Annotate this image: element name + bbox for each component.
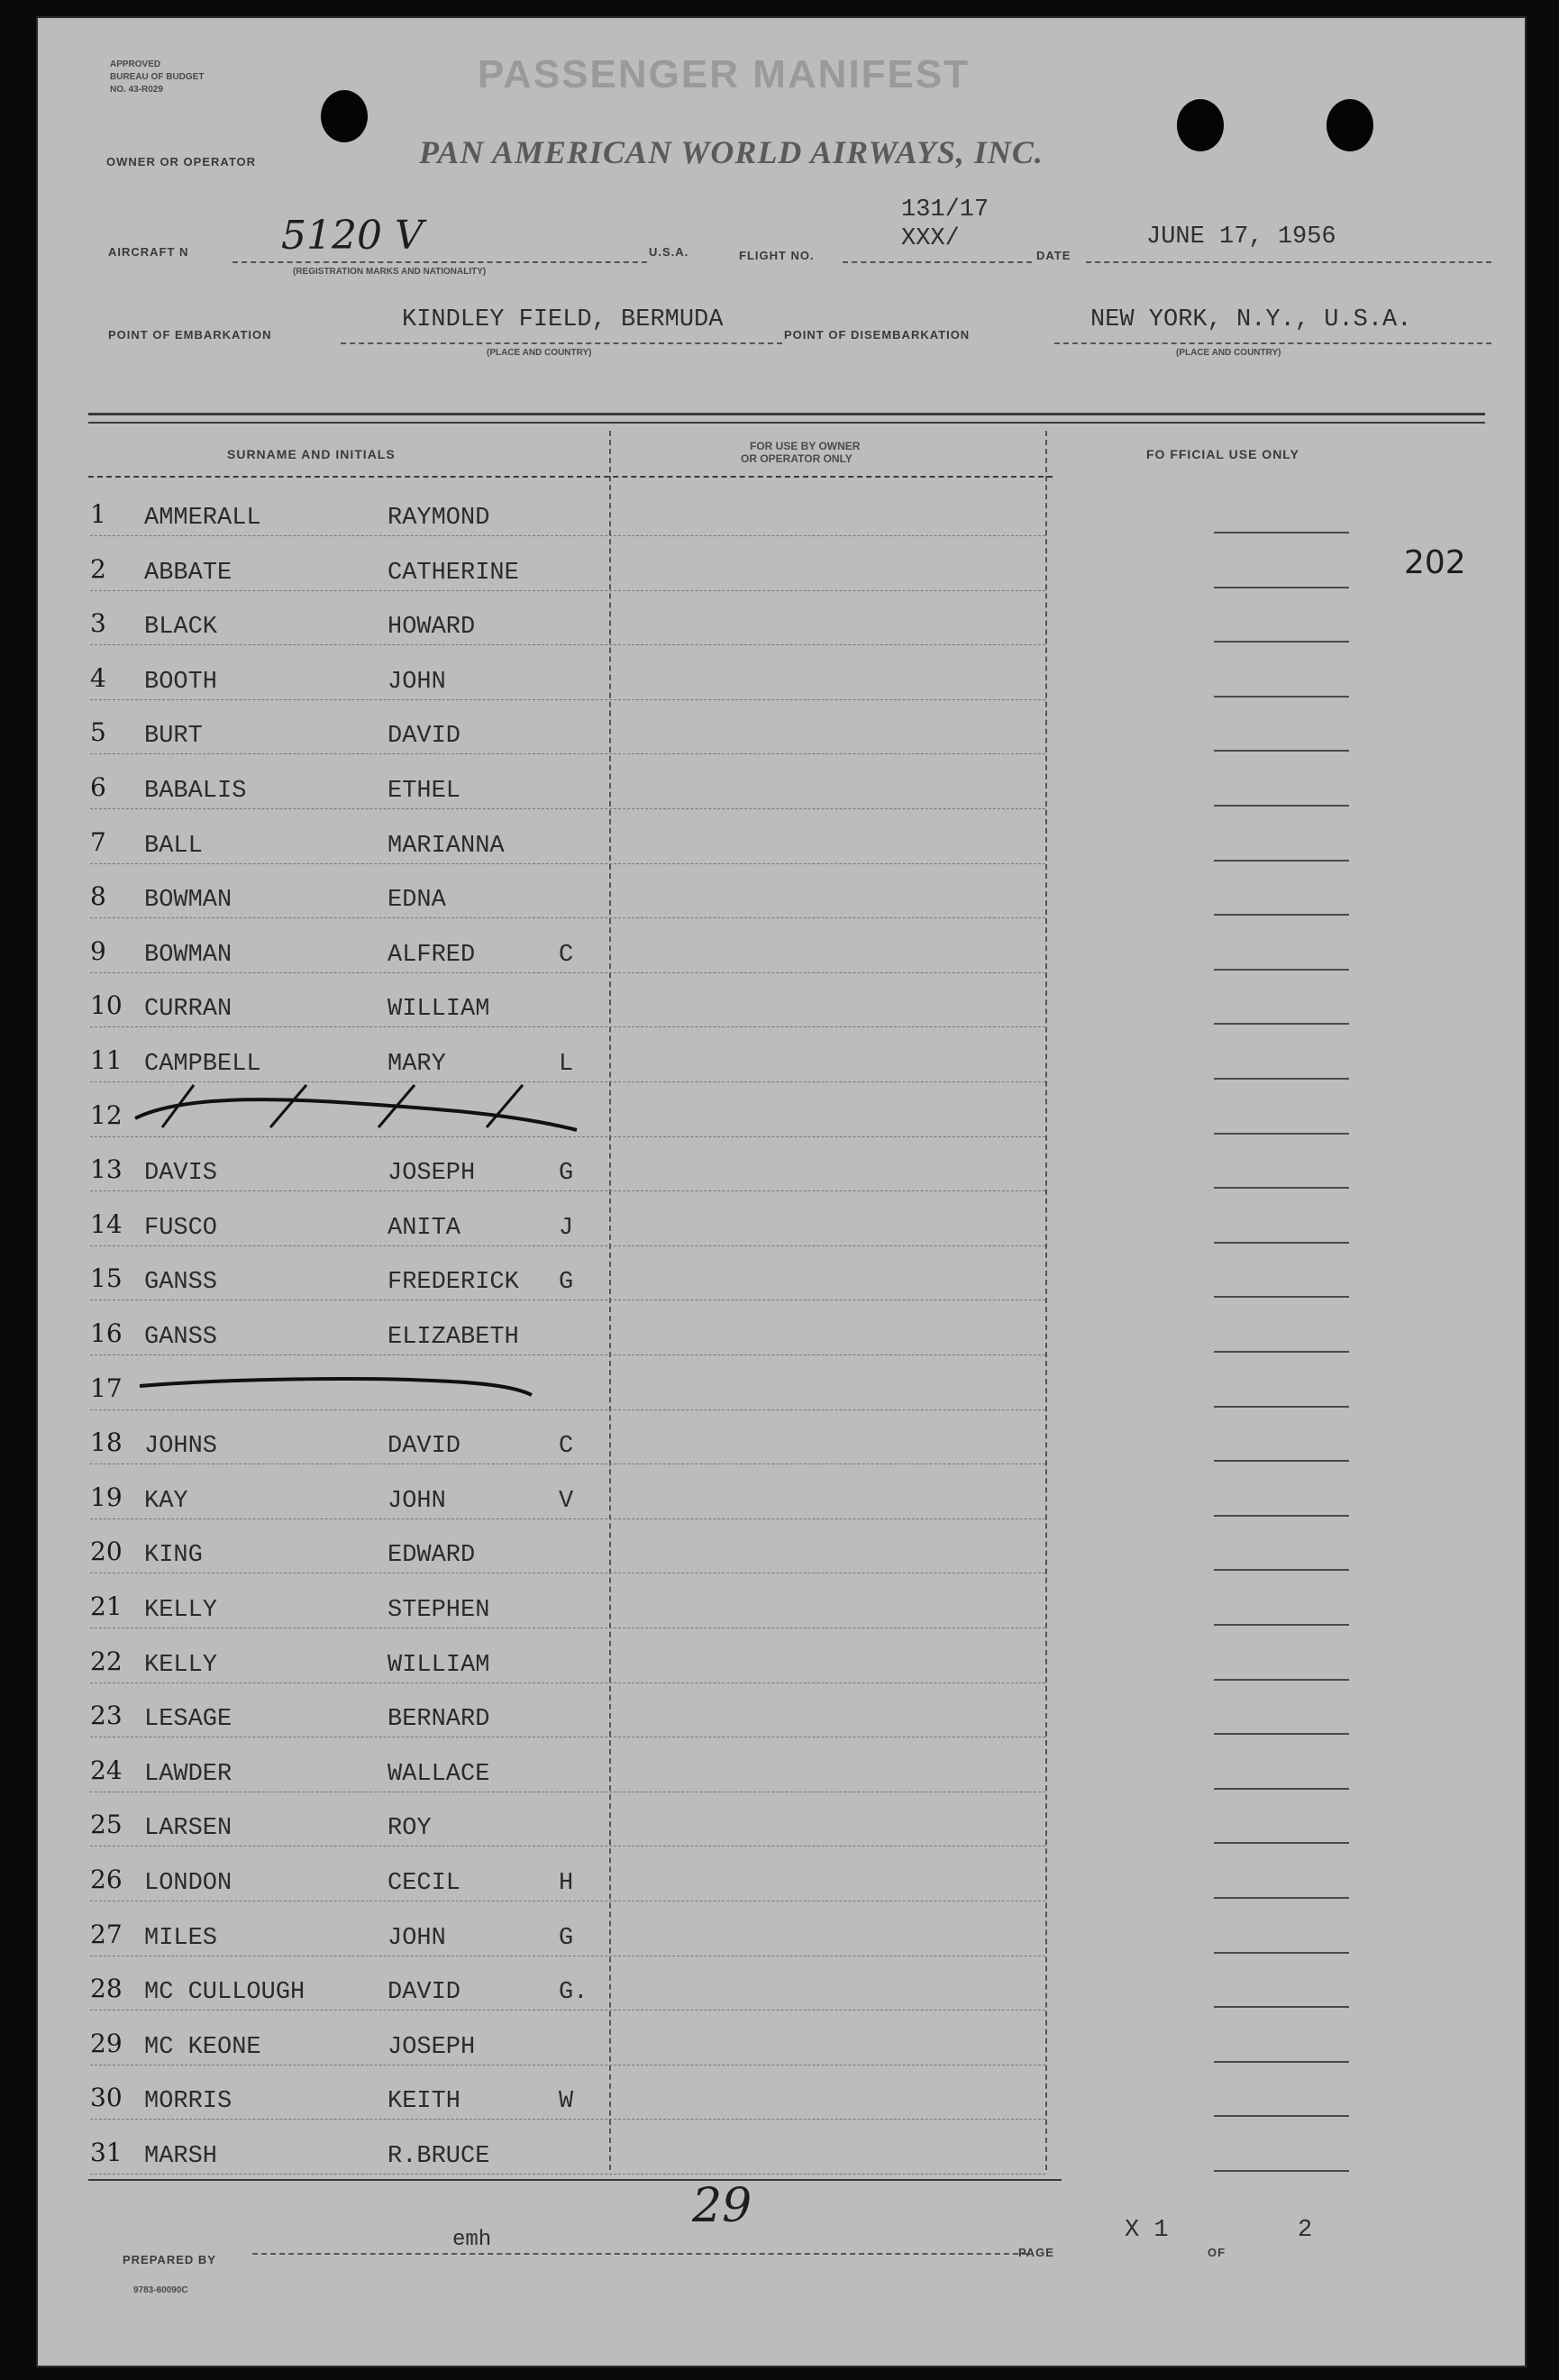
embark-underline <box>341 342 782 344</box>
passenger-surname: MORRIS <box>144 2088 232 2115</box>
passenger-row <box>90 1755 1045 1810</box>
row-number: 12 <box>90 1100 123 1130</box>
approval-line-3: NO. 43-R029 <box>110 85 163 95</box>
page-value: X 1 <box>1125 2217 1169 2244</box>
passenger-row <box>90 772 1045 826</box>
official-use-line <box>1214 1788 1349 1790</box>
row-number: 6 <box>90 772 106 802</box>
passenger-row <box>90 1154 1045 1208</box>
passenger-row <box>90 1701 1045 1755</box>
passenger-given-name: EDNA <box>387 887 446 914</box>
passenger-surname: BOWMAN <box>144 942 232 969</box>
passenger-row <box>90 1318 1045 1372</box>
disembark-caption: (PLACE AND COUNTRY) <box>1176 348 1281 358</box>
row-rule <box>90 535 1045 536</box>
passenger-row <box>90 827 1045 881</box>
row-number: 11 <box>90 1045 123 1075</box>
passenger-surname: KELLY <box>144 1597 218 1624</box>
row-rule <box>90 1026 1045 1027</box>
passenger-given-name: JOHN <box>387 669 446 696</box>
row-number: 19 <box>90 1482 123 1512</box>
passenger-surname: DAVIS <box>144 1160 218 1187</box>
passenger-row <box>90 1263 1045 1318</box>
row-number: 28 <box>90 1974 123 2003</box>
prepared-label: PREPARED BY <box>123 2253 216 2266</box>
passenger-row <box>90 1810 1045 1864</box>
passenger-surname: BALL <box>144 833 203 860</box>
official-use-line <box>1214 2061 1349 2063</box>
row-rule <box>90 1518 1045 1519</box>
col-divider-2 <box>1045 431 1047 2170</box>
official-use-line <box>1214 2006 1349 2008</box>
disembark-underline <box>1054 342 1491 344</box>
row-number: 16 <box>90 1318 123 1348</box>
col-owner-2: OR OPERATOR ONLY <box>741 452 852 465</box>
row-number: 8 <box>90 881 106 911</box>
official-use-line <box>1214 1952 1349 1954</box>
row-number: 14 <box>90 1209 123 1239</box>
row-number: 25 <box>90 1810 123 1839</box>
of-label: OF <box>1208 2246 1226 2259</box>
passenger-surname: BOOTH <box>144 669 218 696</box>
passenger-row <box>90 499 1045 553</box>
row-number: 18 <box>90 1427 123 1457</box>
owner-label: OWNER OR OPERATOR <box>106 155 257 169</box>
passenger-surname: KING <box>144 1542 203 1569</box>
row-number: 7 <box>90 827 106 857</box>
row-rule <box>90 2174 1045 2175</box>
passenger-surname: FUSCO <box>144 1215 218 1242</box>
row-rule <box>90 917 1045 918</box>
row-number: 4 <box>90 663 106 693</box>
passenger-row <box>90 881 1045 935</box>
punch-hole-right <box>1327 99 1373 151</box>
row-rule <box>90 1299 1045 1300</box>
passenger-given-name: ANITA <box>387 1215 461 1242</box>
row-number: 20 <box>90 1537 123 1566</box>
passenger-given-name: CECIL <box>387 1870 461 1897</box>
official-use-line <box>1214 1296 1349 1298</box>
passenger-given-name: ROY <box>387 1815 432 1842</box>
disembark-label: POINT OF DISEMBARKATION <box>784 328 971 342</box>
row-rule <box>90 2119 1045 2120</box>
date-value: JUNE 17, 1956 <box>1146 223 1336 251</box>
passenger-given-name: JOHN <box>387 1925 446 1952</box>
passenger-row <box>90 1865 1045 1919</box>
passenger-initial: W <box>559 2088 574 2115</box>
passenger-initial: G <box>559 1269 574 1296</box>
passenger-row <box>90 990 1045 1044</box>
official-use-line <box>1214 1679 1349 1681</box>
header-rule <box>88 476 1053 478</box>
row-rule <box>90 1190 1045 1191</box>
passenger-given-name: KEITH <box>387 2088 461 2115</box>
passenger-given-name: JOHN <box>387 1488 446 1515</box>
passenger-given-name: RAYMOND <box>387 505 490 532</box>
strike-row-12 <box>126 1078 595 1141</box>
row-number: 22 <box>90 1646 123 1676</box>
official-use-line <box>1214 1897 1349 1899</box>
passenger-given-name: JOSEPH <box>387 2034 476 2061</box>
embark-caption: (PLACE AND COUNTRY) <box>487 348 592 358</box>
passenger-surname: MILES <box>144 1925 218 1952</box>
passenger-row <box>90 1591 1045 1646</box>
passenger-row <box>90 1427 1045 1482</box>
passenger-surname: JOHNS <box>144 1433 218 1460</box>
passenger-initial: C <box>559 942 574 969</box>
row-rule <box>90 1354 1045 1355</box>
official-use-line <box>1214 532 1349 533</box>
operator-name: PAN AMERICAN WORLD AIRWAYS, INC. <box>419 134 1044 170</box>
official-use-line <box>1214 805 1349 807</box>
passenger-surname: AMMERALL <box>144 505 261 532</box>
passenger-initial: C <box>559 1433 574 1460</box>
passenger-given-name: HOWARD <box>387 614 476 641</box>
passenger-row <box>90 1209 1045 1263</box>
row-number: 5 <box>90 717 106 747</box>
passenger-row <box>90 1646 1045 1701</box>
row-number: 1 <box>90 499 106 529</box>
passenger-surname: BLACK <box>144 614 218 641</box>
prepared-underline <box>252 2253 1027 2255</box>
row-number: 13 <box>90 1154 123 1184</box>
table-top-rule <box>88 413 1485 415</box>
strike-row-17 <box>135 1368 541 1404</box>
flight-value-bottom: XXX/ <box>901 225 960 252</box>
passenger-surname: ABBATE <box>144 560 232 587</box>
passenger-given-name: ETHEL <box>387 778 461 805</box>
passenger-given-name: EDWARD <box>387 1542 476 1569</box>
passenger-initial: H <box>559 1870 574 1897</box>
form-code: 9783-60090C <box>133 2285 188 2295</box>
col-surname: SURNAME AND INITIALS <box>227 447 396 461</box>
official-use-line <box>1214 860 1349 862</box>
passenger-surname: CAMPBELL <box>144 1051 261 1078</box>
approval-line-1: APPROVED <box>110 59 161 69</box>
passenger-surname: MARSH <box>144 2143 218 2170</box>
official-use-line <box>1214 1460 1349 1462</box>
passenger-given-name: STEPHEN <box>387 1597 490 1624</box>
row-number: 15 <box>90 1263 123 1293</box>
official-use-line <box>1214 1133 1349 1135</box>
aircraft-label: AIRCRAFT N <box>108 245 189 259</box>
row-number: 9 <box>90 936 106 966</box>
passenger-row <box>90 717 1045 771</box>
passenger-surname: BABALIS <box>144 778 247 805</box>
embark-label: POINT OF EMBARKATION <box>108 328 272 342</box>
aircraft-value: 5120 V <box>281 213 424 259</box>
passenger-given-name: MARY <box>387 1051 446 1078</box>
passenger-given-name: WILLIAM <box>387 1652 490 1679</box>
row-number: 2 <box>90 554 106 584</box>
row-number: 10 <box>90 990 123 1020</box>
passenger-surname: GANSS <box>144 1269 218 1296</box>
official-use-line <box>1214 1733 1349 1735</box>
flight-label: FLIGHT NO. <box>739 249 815 262</box>
col-owner-1: FOR USE BY OWNER <box>750 440 861 452</box>
passenger-given-name: WILLIAM <box>387 996 490 1023</box>
prepared-value: emh <box>452 2228 492 2252</box>
official-use-line <box>1214 914 1349 916</box>
row-rule <box>90 863 1045 864</box>
of-value: 2 <box>1298 2217 1313 2244</box>
official-use-line <box>1214 1351 1349 1353</box>
passenger-given-name: R.BRUCE <box>387 2143 490 2170</box>
row-rule <box>90 699 1045 700</box>
row-rule <box>90 2010 1045 2011</box>
passenger-given-name: DAVID <box>387 1433 461 1460</box>
passenger-row <box>90 2138 1045 2192</box>
embark-value: KINDLEY FIELD, BERMUDA <box>402 306 724 333</box>
official-use-line <box>1214 641 1349 643</box>
passenger-initial: G. <box>559 1979 588 2006</box>
official-use-line <box>1214 587 1349 588</box>
passenger-given-name: CATHERINE <box>387 560 519 587</box>
passenger-row <box>90 608 1045 662</box>
passenger-given-name: FREDERICK <box>387 1269 519 1296</box>
punch-hole-center <box>1177 99 1224 151</box>
date-underline <box>1086 261 1491 263</box>
official-use-line <box>1214 750 1349 752</box>
official-use-line <box>1214 1187 1349 1189</box>
row-number: 21 <box>90 1591 123 1621</box>
passenger-row <box>90 1974 1045 2028</box>
side-number: 202 <box>1404 544 1466 581</box>
row-rule <box>90 1409 1045 1410</box>
passenger-given-name: ELIZABETH <box>387 1324 519 1351</box>
table-top-rule-2 <box>88 422 1485 424</box>
passenger-row <box>90 2083 1045 2137</box>
passenger-surname: MC KEONE <box>144 2034 261 2061</box>
flight-underline <box>843 261 1032 263</box>
passenger-row <box>90 2029 1045 2083</box>
row-number: 23 <box>90 1701 123 1730</box>
passenger-initial: G <box>559 1160 574 1187</box>
row-number: 3 <box>90 608 106 638</box>
official-use-line <box>1214 1242 1349 1244</box>
passenger-surname: MC CULLOUGH <box>144 1979 305 2006</box>
row-number: 26 <box>90 1865 123 1894</box>
row-rule <box>90 1846 1045 1847</box>
row-number: 30 <box>90 2083 123 2112</box>
total-count: 29 <box>692 2179 752 2233</box>
col-official: FO FFICIAL USE ONLY <box>1146 447 1299 461</box>
passenger-initial: V <box>559 1488 574 1515</box>
aircraft-caption: (REGISTRATION MARKS AND NATIONALITY) <box>293 267 487 277</box>
passenger-given-name: JOSEPH <box>387 1160 476 1187</box>
official-use-line <box>1214 1624 1349 1626</box>
passenger-surname: KAY <box>144 1488 188 1515</box>
date-label: DATE <box>1036 249 1071 262</box>
passenger-row <box>90 554 1045 608</box>
row-number: 29 <box>90 2029 123 2058</box>
passenger-row <box>90 663 1045 717</box>
passenger-given-name: WALLACE <box>387 1761 490 1788</box>
passenger-surname: CURRAN <box>144 996 232 1023</box>
official-use-line <box>1214 1842 1349 1844</box>
row-rule <box>90 644 1045 645</box>
official-use-line <box>1214 1515 1349 1517</box>
passenger-surname: GANSS <box>144 1324 218 1351</box>
passenger-row <box>90 936 1045 990</box>
passenger-given-name: ALFRED <box>387 942 476 969</box>
passenger-surname: LAWDER <box>144 1761 232 1788</box>
passenger-surname: LESAGE <box>144 1706 232 1733</box>
passenger-surname: BOWMAN <box>144 887 232 914</box>
passenger-row <box>90 1920 1045 1974</box>
flight-value-top: 131/17 <box>901 196 989 223</box>
row-number: 17 <box>90 1373 123 1403</box>
official-use-line <box>1214 2115 1349 2117</box>
page-label: PAGE <box>1018 2246 1054 2259</box>
official-use-line <box>1214 1569 1349 1571</box>
row-number: 31 <box>90 2138 123 2167</box>
row-rule <box>90 1682 1045 1683</box>
official-use-line <box>1214 696 1349 698</box>
row-rule <box>90 1245 1045 1246</box>
row-number: 27 <box>90 1920 123 1949</box>
row-rule <box>90 753 1045 754</box>
punch-hole-left <box>321 90 368 142</box>
approval-line-2: BUREAU OF BUDGET <box>110 72 205 82</box>
row-number: 24 <box>90 1755 123 1785</box>
passenger-surname: LONDON <box>144 1870 232 1897</box>
passenger-given-name: BERNARD <box>387 1706 490 1733</box>
passenger-row <box>90 1482 1045 1537</box>
passenger-given-name: MARIANNA <box>387 833 505 860</box>
row-rule <box>90 590 1045 591</box>
passenger-surname: KELLY <box>144 1652 218 1679</box>
official-use-line <box>1214 2170 1349 2172</box>
row-rule <box>90 972 1045 973</box>
official-use-line <box>1214 1023 1349 1025</box>
aircraft-underline <box>232 261 647 263</box>
passenger-initial: L <box>559 1051 574 1078</box>
official-use-line <box>1214 969 1349 971</box>
passenger-surname: BURT <box>144 723 203 750</box>
passenger-given-name: DAVID <box>387 1979 461 2006</box>
passenger-row <box>90 1537 1045 1591</box>
passenger-initial: G <box>559 1925 574 1952</box>
official-use-line <box>1214 1406 1349 1408</box>
passenger-initial: J <box>559 1215 574 1242</box>
passenger-surname: LARSEN <box>144 1815 232 1842</box>
disembark-value: NEW YORK, N.Y., U.S.A. <box>1090 306 1412 333</box>
usa-label: U.S.A. <box>649 245 689 259</box>
form-title: PASSENGER MANIFEST <box>478 52 971 96</box>
passenger-given-name: DAVID <box>387 723 461 750</box>
official-use-line <box>1214 1078 1349 1080</box>
row-rule <box>90 808 1045 809</box>
